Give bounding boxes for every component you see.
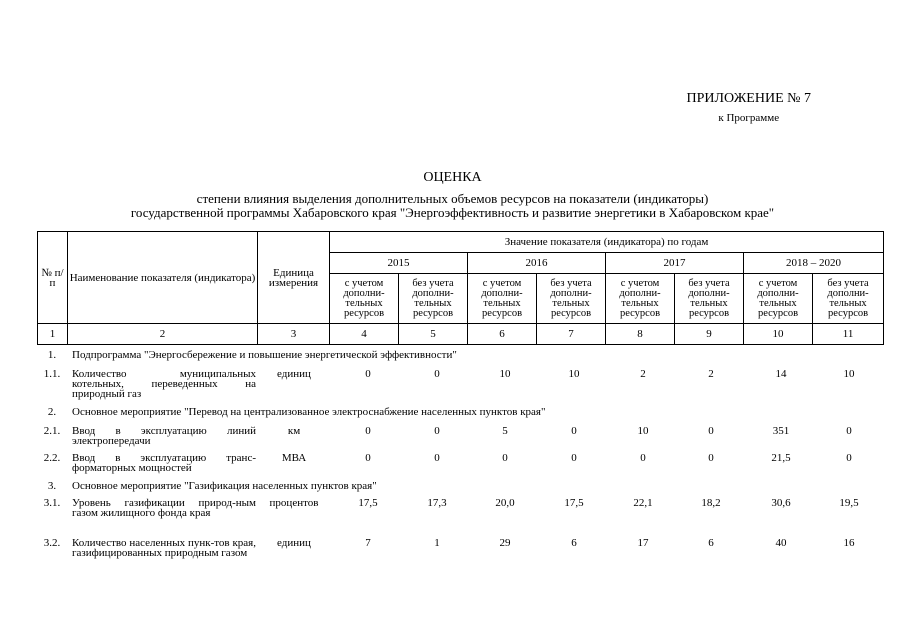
column-number: 2	[68, 324, 258, 345]
row-number: 2.	[47, 406, 57, 418]
row-number: 3.	[47, 480, 57, 492]
column-number: 4	[330, 324, 399, 345]
header-year: 2015	[330, 253, 468, 274]
indicator-name: Количество населенных пунк-тов края, газифицированных природным газом	[72, 537, 256, 559]
indicator-name: Количество муниципальных котельных, переведенных на природный газ	[72, 368, 256, 400]
value-cell: 0	[846, 425, 852, 437]
value-cell: 0	[434, 452, 440, 464]
value-cell: 17,3	[427, 497, 447, 509]
value-cell: 17	[637, 537, 649, 549]
section-title: Подпрограмма "Энергосбережение и повышение энергетической эффективности"	[72, 349, 457, 361]
value-cell: 14	[775, 368, 787, 380]
column-number: 9	[675, 324, 744, 345]
appendix-subtitle: к Программе	[718, 112, 780, 124]
column-number: 6	[468, 324, 537, 345]
value-cell: 0	[365, 452, 371, 464]
header-with-resources: с учетом дополни-тельных ресурсов	[606, 274, 675, 324]
value-cell: 40	[775, 537, 787, 549]
header-without-resources: без учета дополни-тельных ресурсов	[675, 274, 744, 324]
value-cell: 2	[708, 368, 714, 380]
header-without-resources: без учета дополни-тельных ресурсов	[813, 274, 884, 324]
header-indicator-name: Наименование показателя (индикатора)	[68, 232, 258, 324]
indicator-name: Ввод в эксплуатацию транс-форматорных мощностей	[72, 452, 256, 474]
value-cell: 10	[499, 368, 511, 380]
value-cell: 18,2	[701, 497, 721, 509]
value-cell: 0	[502, 452, 508, 464]
value-cell: 0	[640, 452, 646, 464]
value-cell: 22,1	[633, 497, 653, 509]
column-number: 11	[813, 324, 884, 345]
row-number: 3.2.	[43, 537, 61, 549]
value-cell: 0	[571, 425, 577, 437]
indicator-name: Уровень газификации природ-ным газом жилищного фонда края	[72, 497, 256, 519]
header-with-resources: с учетом дополни-тельных ресурсов	[468, 274, 537, 324]
row-number: 1.1.	[43, 368, 61, 380]
value-cell: 6	[571, 537, 577, 549]
column-number: 8	[606, 324, 675, 345]
row-number: 2.1.	[43, 425, 61, 437]
value-cell: 2	[640, 368, 646, 380]
indicator-name: Ввод в эксплуатацию линий электропередачи	[72, 425, 256, 447]
value-cell: 19,5	[839, 497, 859, 509]
header-with-resources: с учетом дополни-тельных ресурсов	[744, 274, 813, 324]
value-cell: 0	[434, 425, 440, 437]
row-number: 1.	[47, 349, 57, 361]
header-with-resources: с учетом дополни-тельных ресурсов	[330, 274, 399, 324]
document-subtitle-line1: степени влияния выделения дополнительных объемов ресурсов на показатели (индикаторы)	[196, 191, 709, 206]
row-number: 2.2.	[43, 452, 61, 464]
header-year: 2016	[468, 253, 606, 274]
indicator-unit: единиц	[277, 368, 311, 380]
value-cell: 20,0	[495, 497, 515, 509]
value-cell: 0	[365, 425, 371, 437]
column-number: 3	[258, 324, 330, 345]
document-subtitle-line2: государственной программы Хабаровского края "Энергоэффективность и развитие энергетики в Хабаровском крае"	[130, 205, 775, 220]
value-cell: 10	[843, 368, 855, 380]
column-number: 1	[38, 324, 68, 345]
section-title: Основное мероприятие "Газификация населенных пунктов края"	[72, 480, 377, 492]
indicator-unit: единиц	[277, 537, 311, 549]
value-cell: 17,5	[564, 497, 584, 509]
value-cell: 0	[434, 368, 440, 380]
indicator-unit: км	[287, 425, 301, 437]
header-year: 2017	[606, 253, 744, 274]
column-number: 5	[399, 324, 468, 345]
header-values-by-year: Значение показателя (индикатора) по годам	[330, 232, 884, 253]
document-title: ОЦЕНКА	[423, 170, 482, 185]
value-cell: 10	[568, 368, 580, 380]
value-cell: 21,5	[771, 452, 791, 464]
header-unit: Единица измерения	[258, 232, 330, 324]
indicator-unit: МВА	[281, 452, 307, 464]
value-cell: 17,5	[358, 497, 378, 509]
column-number: 10	[744, 324, 813, 345]
header-without-resources: без учета дополни-тельных ресурсов	[399, 274, 468, 324]
value-cell: 5	[502, 425, 508, 437]
value-cell: 30,6	[771, 497, 791, 509]
appendix-title: ПРИЛОЖЕНИЕ № 7	[686, 91, 811, 106]
column-number: 7	[537, 324, 606, 345]
header-number: № п/п	[38, 232, 68, 324]
value-cell: 7	[365, 537, 371, 549]
value-cell: 0	[708, 452, 714, 464]
value-cell: 10	[637, 425, 649, 437]
value-cell: 6	[708, 537, 714, 549]
indicator-unit: процентов	[269, 497, 319, 509]
value-cell: 1	[434, 537, 440, 549]
value-cell: 16	[843, 537, 855, 549]
value-cell: 351	[772, 425, 790, 437]
section-title: Основное мероприятие "Перевод на централизованное электроснабжение населенных пунктов края"	[72, 406, 546, 418]
value-cell: 0	[571, 452, 577, 464]
value-cell: 29	[499, 537, 511, 549]
value-cell: 0	[846, 452, 852, 464]
header-without-resources: без учета дополни-тельных ресурсов	[537, 274, 606, 324]
value-cell: 0	[365, 368, 371, 380]
header-year: 2018 – 2020	[744, 253, 884, 274]
row-number: 3.1.	[43, 497, 61, 509]
value-cell: 0	[708, 425, 714, 437]
